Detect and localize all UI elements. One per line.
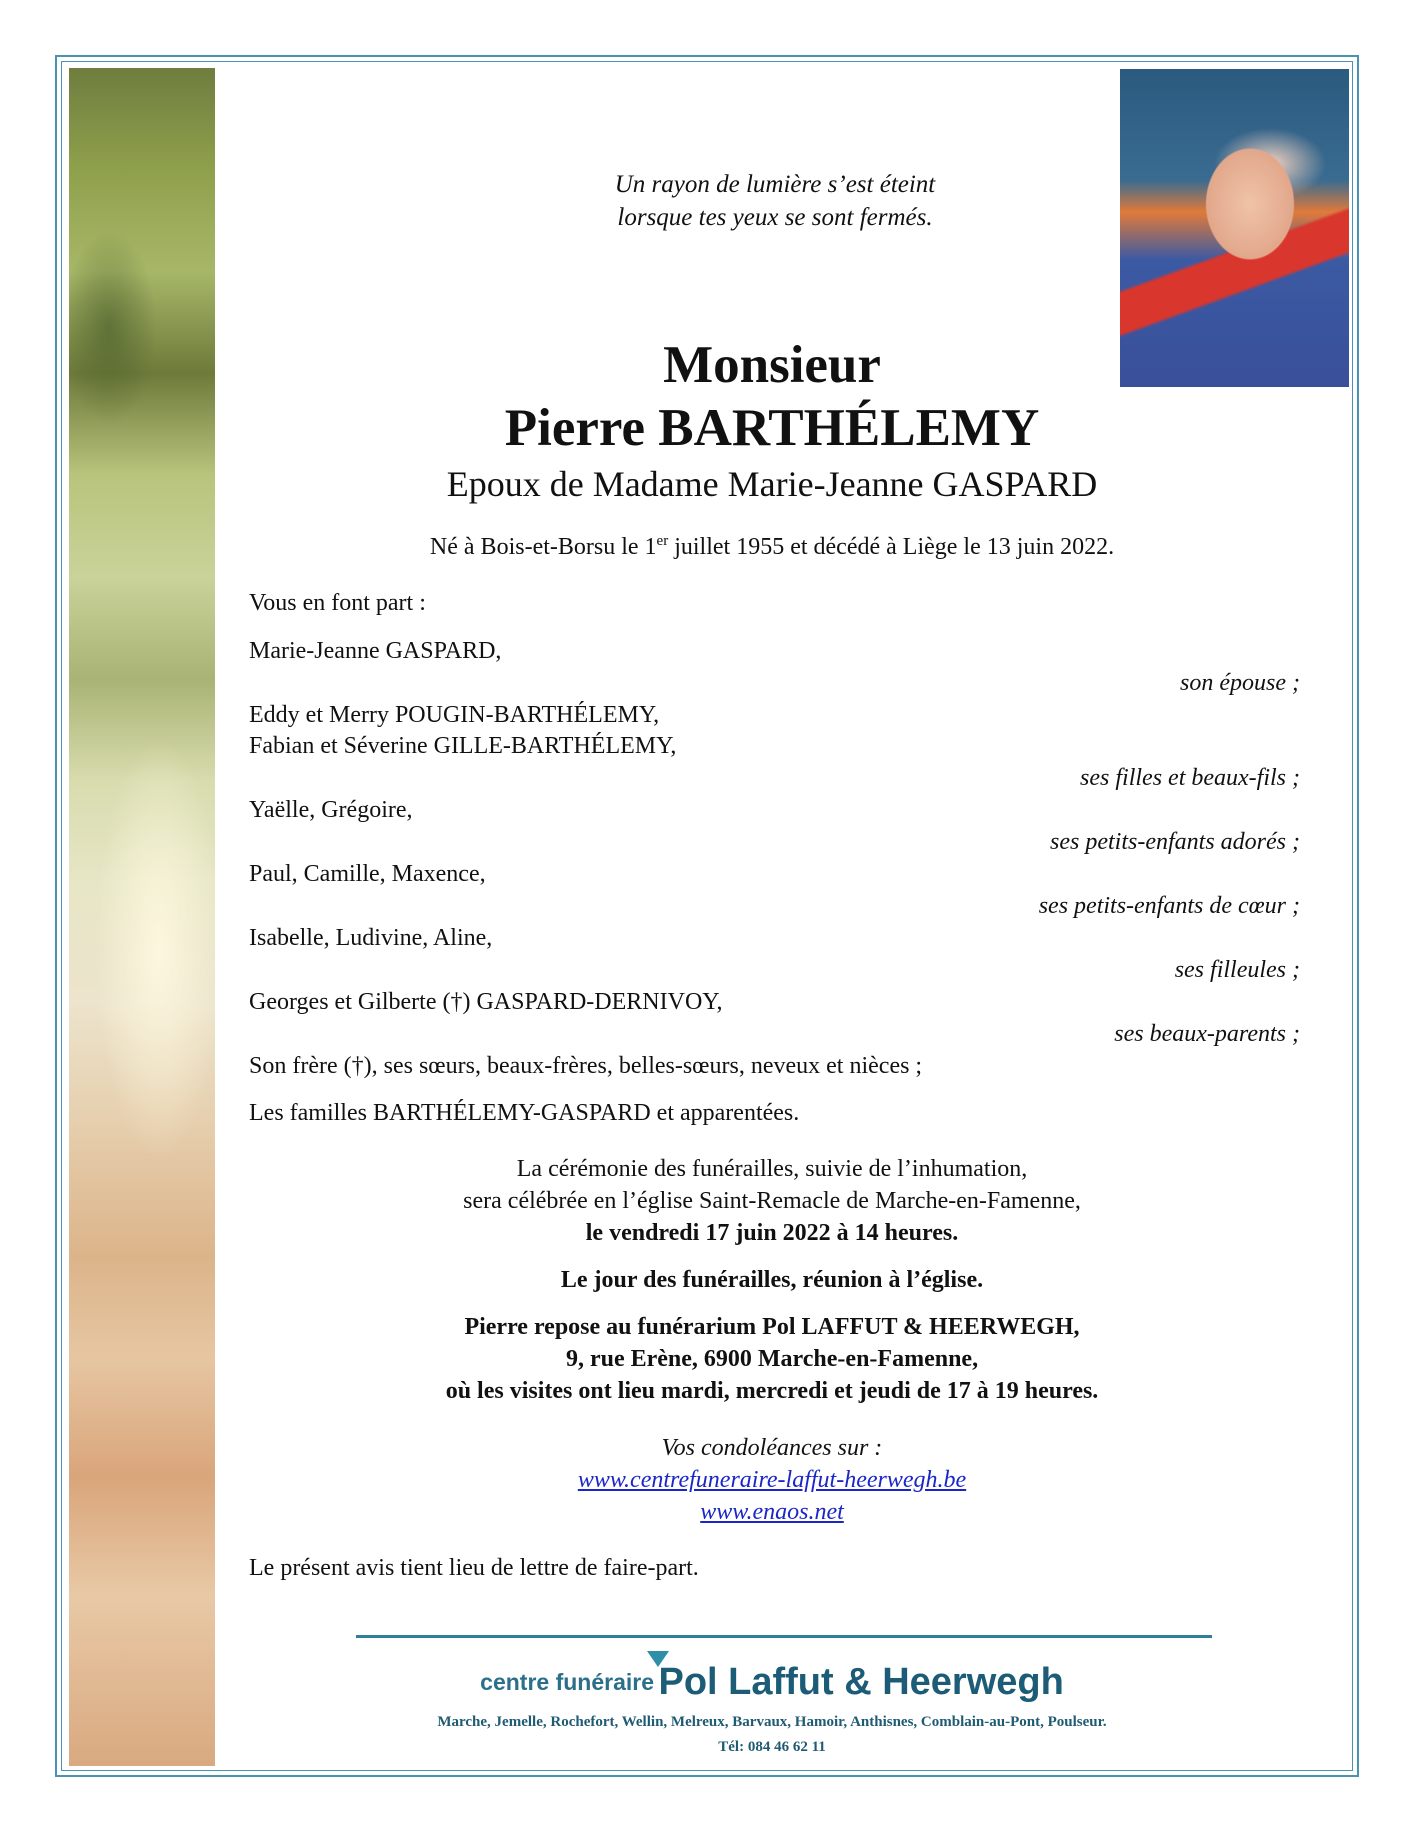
siblings-line: Son frère (†), ses sœurs, beaux-frères, belles-sœurs, neveux et nièces ; (249, 1053, 923, 1079)
family-names: Paul, Camille, Maxence, (249, 861, 486, 887)
family-relation: ses petits-enfants de cœur ; (1038, 893, 1300, 919)
logo-brand: Pol Laffut & Heerwegh (658, 1661, 1064, 1703)
family-names: Yaëlle, Grégoire, (249, 797, 413, 823)
ceremony-date: le vendredi 17 juin 2022 à 14 heures. (585, 1220, 959, 1246)
repose-line-2: 9, rue Erène, 6900 Marche-en-Famenne, (565, 1346, 979, 1372)
condolences-block (230, 1432, 1314, 1528)
announcement-intro: Vous en font part : (249, 590, 426, 616)
deceased-name: Pierre BARTHÉLEMY (504, 399, 1040, 457)
condolences-label: Vos condoléances sur : (661, 1435, 883, 1461)
closing-line: Le présent avis tient lieu de lettre de faire-part. (249, 1555, 699, 1581)
family-names: Georges et Gilberte (†) GASPARD-DERNIVOY, (249, 989, 723, 1015)
birth-superscript: er (656, 533, 669, 549)
footer-towns: Marche, Jemelle, Rochefort, Wellin, Melreux, Barvaux, Hamoir, Anthisnes, Comblain-au-Pont, Poulseur. (437, 1714, 1107, 1730)
funeral-home-logo (230, 1661, 1314, 1704)
quote-line-2: lorsque tes yeux se sont fermés. (617, 204, 933, 231)
family-relation: son épouse ; (1180, 670, 1300, 696)
ceremony-block (230, 1153, 1314, 1249)
ceremony-line-2: sera célébrée en l’église Saint-Remacle de Marche-en-Famenne, (463, 1188, 1081, 1214)
footer-phone: Tél: 084 46 62 11 (718, 1739, 826, 1755)
birth-text-1: Né à Bois-et-Borsu le 1 (429, 534, 657, 560)
condolences-link-enaos[interactable]: www.enaos.net (700, 1499, 844, 1525)
logo-prefix: centre funéraire (480, 1669, 655, 1695)
condolences-link-laffut[interactable]: www.centrefuneraire-laffut-heerwegh.be (577, 1467, 967, 1493)
repose-line-3: où les visites ont lieu mardi, mercredi et jeudi de 17 à 19 heures. (445, 1378, 1099, 1404)
birth-text-2: juillet 1955 et décédé à Liège le 13 juin 2022. (668, 534, 1115, 560)
spouse-line: Epoux de Madame Marie-Jeanne GASPARD (446, 464, 1098, 504)
forest-path-image (69, 68, 215, 1766)
family-relation: ses filles et beaux-fils ; (1080, 765, 1300, 791)
family-names: Marie-Jeanne GASPARD, (249, 638, 502, 664)
family-relation: ses beaux-parents ; (1114, 1021, 1300, 1047)
family-names: Eddy et Merry POUGIN-BARTHÉLEMY, (249, 702, 660, 728)
quote-line-1: Un rayon de lumière s’est éteint (614, 171, 936, 198)
funerarium-block (230, 1311, 1314, 1407)
meeting-line: Le jour des funérailles, réunion à l’église. (560, 1267, 984, 1293)
families-line: Les familles BARTHÉLEMY-GASPARD et apparentées. (249, 1100, 800, 1126)
epitaph-quote (440, 168, 1110, 234)
honorific: Monsieur (663, 336, 881, 394)
family-relation: ses filleules ; (1174, 957, 1300, 983)
ceremony-line-1: La cérémonie des funérailles, suivie de l’inhumation, (516, 1156, 1028, 1182)
family-relation: ses petits-enfants adorés ; (1050, 829, 1300, 855)
family-names: Fabian et Séverine GILLE-BARTHÉLEMY, (249, 733, 677, 759)
birth-death-line (230, 525, 1314, 563)
repose-line-1: Pierre repose au funérarium Pol LAFFUT & HEERWEGH, (464, 1314, 1080, 1340)
footer-divider (356, 1635, 1212, 1638)
family-names: Isabelle, Ludivine, Aline, (249, 925, 493, 951)
